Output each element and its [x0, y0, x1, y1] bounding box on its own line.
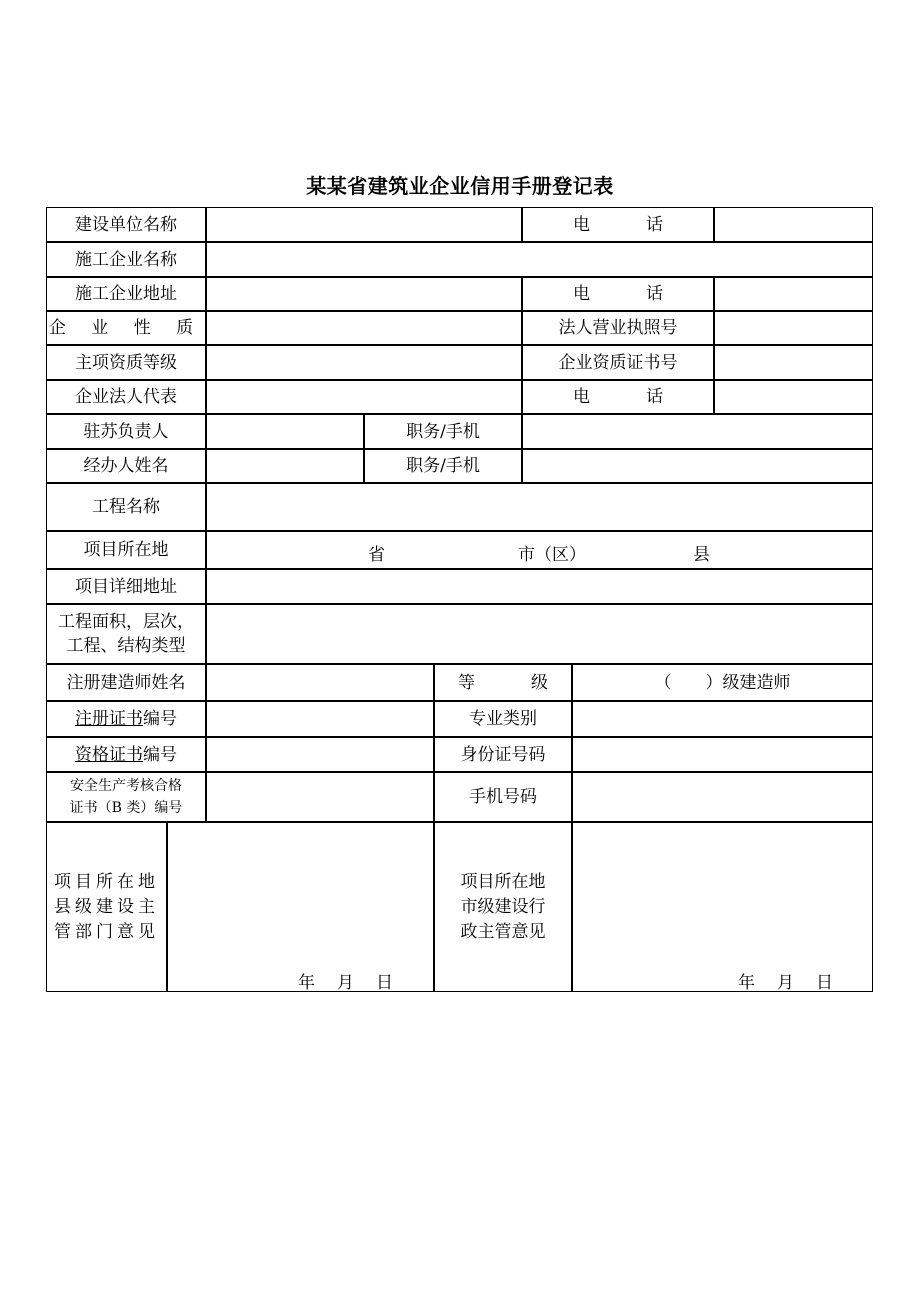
label-phone-1 — [522, 207, 714, 242]
city-opinion-field[interactable] — [572, 822, 873, 992]
constructor-level-field[interactable]: （ ）级建造师 — [572, 664, 873, 701]
constructor-name-field[interactable] — [206, 664, 434, 701]
label-phone-2 — [522, 277, 714, 311]
date-day: 日 — [816, 973, 833, 993]
contractor-address-field[interactable] — [206, 277, 522, 311]
reg-cert-underlined: 注册证书 — [75, 709, 143, 729]
phone-char-2: 话 — [646, 214, 663, 235]
project-area-line1: 工程面积，层次， — [58, 612, 194, 632]
legal-rep-field[interactable] — [206, 380, 522, 414]
label-project-location: 项目所在地 — [46, 531, 206, 569]
safety-cert-line1: 安全生产考核合格 — [70, 778, 182, 794]
builder-name-field[interactable] — [206, 207, 522, 242]
date-month: 月 — [337, 973, 354, 993]
label-position-mobile-2: 职务/手机 — [364, 449, 522, 483]
label-id-number: 身份证号码 — [434, 737, 572, 772]
city-opinion-line3: 政主管意见 — [460, 921, 546, 942]
city-opinion-line2: 市级建设行 — [460, 896, 546, 917]
label-county-opinion — [46, 822, 167, 992]
county-opinion-date — [298, 968, 393, 993]
label-business-license: 法人营业执照号 — [522, 311, 714, 345]
legal-rep-phone-field[interactable] — [714, 380, 873, 414]
label-project-detail-address: 项目详细地址 — [46, 569, 206, 604]
label-contractor-address: 施工企业地址 — [46, 277, 206, 311]
mobile-number-field[interactable] — [572, 772, 873, 822]
label-reg-cert — [46, 701, 206, 737]
phone-char-2: 话 — [646, 387, 663, 407]
project-area-field[interactable] — [206, 604, 873, 664]
county-opinion-line1: 项目所在地 — [54, 871, 159, 892]
resident-position-field[interactable] — [522, 414, 873, 449]
label-qual-cert — [46, 737, 206, 772]
loc-city: 市（区） — [518, 545, 586, 565]
phone-char-1: 电 — [573, 214, 590, 235]
county-opinion-line3: 管部门意见 — [54, 921, 159, 942]
date-year: 年 — [738, 973, 755, 993]
phone-char-1: 电 — [573, 387, 590, 407]
label-project-name: 工程名称 — [46, 483, 206, 531]
safety-cert-line2: 证书（B 类）编号 — [69, 800, 183, 816]
date-day: 日 — [376, 973, 393, 993]
contractor-phone-field[interactable] — [714, 277, 873, 311]
label-city-opinion — [434, 822, 572, 992]
label-phone-3 — [522, 380, 714, 414]
loc-province: 省 — [368, 545, 385, 565]
id-number-field[interactable] — [572, 737, 873, 772]
label-mobile-number: 手机号码 — [434, 772, 572, 822]
label-constructor-name: 注册建造师姓名 — [46, 664, 206, 701]
label-resident-manager: 驻苏负责人 — [46, 414, 206, 449]
label-legal-rep: 企业法人代表 — [46, 380, 206, 414]
project-name-field[interactable] — [206, 483, 873, 531]
business-license-field[interactable] — [714, 311, 873, 345]
grade-char-1: 等 — [458, 672, 475, 693]
form-title: 某某省建筑业企业信用手册登记表 — [306, 174, 614, 198]
enterprise-nature-text: 企 业 性 质 — [48, 318, 204, 338]
loc-county: 县 — [693, 545, 710, 565]
specialty-field[interactable] — [572, 701, 873, 737]
resident-manager-field[interactable] — [206, 414, 364, 449]
phone-char-1: 电 — [573, 284, 590, 304]
label-safety-cert — [46, 772, 206, 822]
date-year: 年 — [298, 973, 315, 993]
label-contractor-name: 施工企业名称 — [46, 242, 206, 277]
label-enterprise-nature — [46, 311, 206, 345]
project-detail-address-field[interactable] — [206, 569, 873, 604]
contractor-name-field[interactable] — [206, 242, 873, 277]
reg-cert-field[interactable] — [206, 701, 434, 737]
handler-position-field[interactable] — [522, 449, 873, 483]
handler-name-field[interactable] — [206, 449, 364, 483]
label-handler-name: 经办人姓名 — [46, 449, 206, 483]
qualification-cert-field[interactable] — [714, 345, 873, 380]
grade-char-2: 级 — [531, 672, 548, 693]
qual-cert-underlined: 资格证书 — [75, 744, 143, 765]
label-builder-name: 建设单位名称 — [46, 207, 206, 242]
main-qualification-field[interactable] — [206, 345, 522, 380]
label-qualification-cert: 企业资质证书号 — [522, 345, 714, 380]
qual-cert-field[interactable] — [206, 737, 434, 772]
label-grade — [434, 664, 572, 701]
label-main-qualification: 主项资质等级 — [46, 345, 206, 380]
reg-cert-suffix: 编号 — [143, 709, 177, 729]
date-month: 月 — [777, 973, 794, 993]
county-opinion-line2: 县级建设主 — [54, 896, 159, 917]
label-position-mobile-1: 职务/手机 — [364, 414, 522, 449]
county-opinion-field[interactable] — [167, 822, 434, 992]
safety-cert-field[interactable] — [206, 772, 434, 822]
label-project-area — [46, 604, 206, 664]
project-area-line2: 工程、结构类型 — [66, 636, 186, 656]
qual-cert-suffix: 编号 — [143, 744, 177, 765]
enterprise-nature-field[interactable] — [206, 311, 522, 345]
label-specialty: 专业类别 — [434, 701, 572, 737]
phone-char-2: 话 — [646, 284, 663, 304]
city-opinion-line1: 项目所在地 — [460, 871, 546, 892]
builder-phone-field[interactable] — [714, 207, 873, 242]
city-opinion-date — [738, 968, 833, 993]
